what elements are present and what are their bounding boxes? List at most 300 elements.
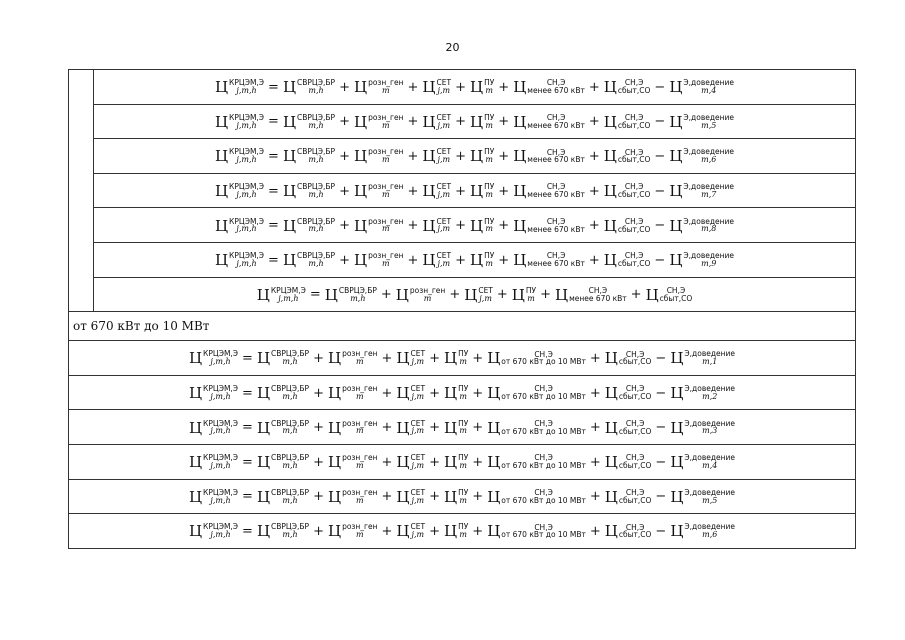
plus-sign: +	[339, 79, 350, 95]
price-symbol: Ц	[511, 285, 525, 304]
plus-sign: +	[630, 287, 642, 303]
other-services-term-superscript: СН,Э	[534, 453, 553, 463]
pu-term-superscript: ПУ	[458, 349, 469, 359]
retail-generation-term-subscript: m	[381, 155, 390, 165]
price-symbol: Ц	[327, 487, 342, 506]
sales-markup-term-subscript: сбыт,СО	[659, 293, 693, 303]
adjustment-term	[670, 522, 735, 540]
price-symbol: Ц	[443, 487, 458, 506]
lhs-price-term-subscript: j,m,h	[210, 357, 231, 367]
price-symbol: Ц	[513, 251, 527, 270]
retail-generation-term-superscript: розн_ген	[368, 147, 404, 157]
plus-sign: +	[339, 148, 350, 164]
network-term-superscript: СЕТ	[436, 112, 452, 122]
other-services-term	[487, 349, 586, 367]
plus-sign: +	[589, 489, 601, 505]
other-services-term-subscript: от 670 кВт до 10 МВт	[501, 357, 586, 367]
table-row	[69, 277, 856, 312]
equals-sign: =	[242, 523, 253, 539]
adjustment-term	[670, 384, 735, 402]
retail-generation-term-superscript: розн_ген	[342, 349, 378, 359]
price-symbol: Ц	[256, 384, 271, 403]
wholesale-price-term-superscript: СВРЦЭ,БР	[271, 383, 310, 393]
sales-markup-term-subscript: сбыт,СО	[617, 224, 651, 234]
price-symbol: Ц	[670, 487, 684, 506]
pu-term-subscript: m	[485, 259, 493, 268]
adjustment-term-subscript: m,9	[701, 259, 717, 268]
price-symbol: Ц	[422, 216, 436, 235]
table-row	[69, 375, 856, 410]
pu-term	[444, 522, 468, 540]
wholesale-price-term	[283, 147, 335, 165]
pu-term-superscript: ПУ	[458, 487, 469, 497]
equals-sign: =	[242, 420, 253, 436]
sales-markup-term	[604, 113, 651, 131]
price-symbol: Ц	[604, 384, 618, 403]
price-symbol: Ц	[669, 78, 683, 97]
price-symbol: Ц	[396, 487, 410, 506]
adjustment-term-superscript: Э,доведение	[684, 487, 736, 497]
price-symbol: Ц	[188, 418, 203, 437]
adjustment-term-superscript: Э,доведение	[684, 453, 736, 463]
sales-markup-term-superscript: СН,Э	[625, 349, 645, 359]
lhs-price-term	[189, 488, 238, 506]
retail-generation-term	[328, 384, 378, 402]
pu-term	[470, 113, 494, 131]
retail-generation-term	[396, 286, 446, 304]
sales-markup-term-superscript: СН,Э	[624, 113, 644, 123]
network-term-subscript: j,m	[411, 357, 425, 367]
sales-markup-term-subscript: сбыт,СО	[618, 392, 652, 402]
other-services-term	[555, 286, 627, 304]
sales-markup-term-subscript: сбыт,СО	[617, 190, 651, 200]
formula-cell	[94, 277, 856, 312]
wholesale-price-term-superscript: СВРЦЭ,БР	[297, 216, 336, 226]
wholesale-price-term-superscript: СВРЦЭ,БР	[271, 349, 310, 359]
lhs-price-term-superscript: КРЦЭМ,Э	[203, 383, 239, 393]
lhs-price-term-subscript: j,m,h	[236, 259, 257, 268]
price-symbol: Ц	[353, 251, 368, 270]
other-services-term-superscript: СН,Э	[546, 78, 566, 88]
network-term	[396, 453, 425, 471]
plus-sign: +	[588, 252, 600, 268]
plus-sign: +	[455, 148, 466, 164]
plus-sign: +	[455, 114, 466, 130]
wholesale-price-term-superscript: СВРЦЭ,БР	[297, 251, 336, 261]
adjustment-term-subscript: m,3	[702, 426, 718, 436]
pu-term	[470, 182, 494, 200]
wholesale-price-term-subscript: m,h	[308, 259, 324, 268]
adjustment-term-superscript: Э,доведение	[684, 522, 736, 532]
wholesale-price-term-subscript: m,h	[282, 357, 298, 367]
price-symbol: Ц	[214, 78, 229, 97]
adjustment-term-superscript: Э,доведение	[683, 147, 735, 157]
plus-sign: +	[498, 114, 510, 130]
price-symbol: Ц	[422, 182, 436, 201]
plus-sign: +	[429, 454, 440, 470]
network-term-superscript: СЕТ	[410, 418, 426, 428]
plus-sign: +	[588, 79, 600, 95]
wholesale-price-term-superscript: СВРЦЭ,БР	[271, 522, 310, 532]
network-term-subscript: j,m	[411, 460, 425, 470]
wholesale-price-term-superscript: СВРЦЭ,БР	[297, 181, 336, 191]
plus-sign: +	[589, 523, 601, 539]
wholesale-price-term	[257, 488, 309, 506]
retail-generation-term-subscript: m	[355, 530, 364, 540]
table-row	[69, 479, 856, 514]
sales-markup-term-superscript: СН,Э	[624, 147, 644, 157]
lhs-price-term	[189, 384, 238, 402]
other-services-term-superscript: СН,Э	[534, 418, 553, 428]
pu-term-superscript: ПУ	[484, 147, 495, 157]
minus-sign: −	[655, 350, 667, 366]
left-margin-cell	[69, 70, 94, 312]
pu-term-superscript: ПУ	[458, 418, 469, 428]
price-symbol: Ц	[282, 112, 297, 131]
wholesale-price-term-subscript: m,h	[282, 460, 298, 470]
sales-markup-term-subscript: сбыт,СО	[618, 530, 652, 540]
equals-sign: =	[242, 489, 253, 505]
price-symbol: Ц	[603, 112, 617, 131]
adjustment-term-superscript: Э,доведение	[683, 251, 735, 261]
network-term-subscript: j,m	[437, 120, 451, 130]
adjustment-term	[670, 419, 735, 437]
minus-sign: −	[654, 183, 666, 199]
pu-term	[444, 384, 468, 402]
wholesale-price-term	[257, 522, 309, 540]
price-symbol: Ц	[324, 285, 338, 304]
adjustment-term-superscript: Э,доведение	[683, 78, 735, 88]
price-symbol: Ц	[513, 78, 527, 97]
wholesale-price-term-subscript: m,h	[282, 426, 298, 436]
formula-cell	[69, 514, 856, 549]
other-services-term	[487, 453, 586, 471]
sales-markup-term-subscript: сбыт,СО	[617, 120, 651, 130]
adjustment-term	[670, 453, 735, 471]
plus-sign: +	[339, 218, 350, 234]
price-symbol: Ц	[214, 216, 229, 235]
minus-sign: −	[655, 489, 667, 505]
other-services-term-superscript: СН,Э	[534, 487, 553, 497]
price-symbol: Ц	[327, 418, 342, 437]
adjustment-term-subscript: m,4	[702, 460, 718, 470]
pu-term-superscript: ПУ	[484, 251, 495, 261]
network-term-superscript: СЕТ	[436, 147, 452, 157]
wholesale-price-term	[283, 113, 335, 131]
lhs-price-term	[215, 113, 264, 131]
price-symbol: Ц	[487, 522, 501, 541]
plus-sign: +	[498, 218, 510, 234]
price-symbol: Ц	[487, 349, 501, 368]
retail-generation-term-superscript: розн_ген	[342, 487, 378, 497]
sales-markup-term	[605, 349, 652, 367]
wholesale-price-term	[257, 349, 309, 367]
adjustment-term-subscript: m,6	[702, 530, 718, 540]
other-services-term	[513, 251, 585, 269]
adjustment-term	[669, 113, 734, 131]
pu-term-subscript: m	[459, 357, 467, 367]
lhs-price-term-subscript: j,m,h	[210, 426, 231, 436]
sales-markup-term	[646, 286, 693, 304]
price-symbol: Ц	[214, 182, 229, 201]
plus-sign: +	[313, 385, 324, 401]
price-symbol: Ц	[188, 349, 203, 368]
formula-cell	[94, 139, 856, 174]
price-symbol: Ц	[353, 78, 368, 97]
formula	[255, 286, 694, 304]
equals-sign: =	[242, 350, 253, 366]
formula	[213, 113, 736, 131]
other-services-term-superscript: СН,Э	[546, 147, 566, 157]
plus-sign: +	[498, 252, 510, 268]
minus-sign: −	[655, 454, 667, 470]
plus-sign: +	[589, 350, 601, 366]
network-term-subscript: j,m	[437, 155, 451, 165]
plus-sign: +	[588, 218, 600, 234]
network-term	[396, 419, 425, 437]
sales-markup-term-subscript: сбыт,СО	[617, 86, 651, 96]
other-services-term	[513, 78, 585, 96]
plus-sign: +	[339, 114, 350, 130]
plus-sign: +	[313, 454, 324, 470]
retail-generation-term	[328, 453, 378, 471]
table-row	[69, 444, 856, 479]
sales-markup-term-superscript: СН,Э	[625, 522, 645, 532]
minus-sign: −	[655, 385, 667, 401]
lhs-price-term-superscript: КРЦЭМ,Э	[229, 78, 265, 88]
plus-sign: +	[380, 287, 392, 303]
retail-generation-term-superscript: розн_ген	[342, 453, 378, 463]
retail-generation-term	[354, 182, 404, 200]
formula	[213, 147, 736, 165]
plus-sign: +	[498, 183, 510, 199]
price-symbol: Ц	[603, 147, 617, 166]
price-symbol: Ц	[443, 384, 458, 403]
table-row	[69, 410, 856, 445]
lhs-price-term-subscript: j,m,h	[236, 155, 257, 165]
price-symbol: Ц	[670, 453, 684, 472]
network-term-superscript: СЕТ	[410, 349, 426, 359]
network-term-superscript: СЕТ	[410, 383, 426, 393]
plus-sign: +	[381, 523, 393, 539]
pu-term-subscript: m	[459, 391, 467, 401]
lhs-price-term	[189, 522, 238, 540]
equals-sign: =	[268, 114, 279, 130]
wholesale-price-term-superscript: СВРЦЭ,БР	[297, 147, 336, 157]
other-services-term-superscript: СН,Э	[546, 216, 566, 226]
retail-generation-term-subscript: m	[381, 259, 390, 268]
formula	[213, 251, 736, 269]
retail-generation-term-superscript: розн_ген	[342, 522, 378, 532]
lhs-price-term-subscript: j,m,h	[236, 86, 257, 96]
price-symbol: Ц	[422, 251, 436, 270]
price-symbol: Ц	[327, 384, 342, 403]
plus-sign: +	[407, 218, 419, 234]
pu-term	[470, 217, 494, 235]
wholesale-price-term-superscript: СВРЦЭ,БР	[271, 453, 310, 463]
price-symbol: Ц	[604, 453, 618, 472]
wholesale-price-term-subscript: m,h	[282, 391, 298, 401]
wholesale-price-term-superscript: СВРЦЭ,БР	[297, 78, 336, 88]
adjustment-term-subscript: m,5	[701, 120, 717, 130]
network-term-subscript: j,m	[437, 224, 451, 234]
retail-generation-term-subscript: m	[381, 189, 390, 199]
lhs-price-term-superscript: КРЦЭМ,Э	[203, 487, 239, 497]
formula-cell	[69, 444, 856, 479]
equals-sign: =	[268, 148, 279, 164]
formula	[213, 78, 736, 96]
plus-sign: +	[472, 454, 484, 470]
adjustment-term	[669, 78, 734, 96]
other-services-term	[487, 384, 586, 402]
wholesale-price-term-superscript: СВРЦЭ,БР	[271, 487, 310, 497]
formula	[187, 349, 737, 367]
price-symbol: Ц	[282, 216, 297, 235]
price-symbol: Ц	[353, 112, 368, 131]
price-symbol: Ц	[513, 112, 527, 131]
wholesale-price-term-superscript: СВРЦЭ,БР	[271, 418, 310, 428]
other-services-term-subscript: менее 670 кВт	[569, 293, 627, 303]
pu-term-superscript: ПУ	[484, 181, 495, 191]
plus-sign: +	[588, 114, 600, 130]
lhs-price-term-subscript: j,m,h	[236, 189, 257, 199]
retail-generation-term	[328, 522, 378, 540]
pu-term-subscript: m	[459, 460, 467, 470]
formula-cell	[94, 208, 856, 243]
sales-markup-term-superscript: СН,Э	[666, 285, 686, 295]
adjustment-term-subscript: m,2	[702, 391, 718, 401]
adjustment-term-subscript: m,8	[701, 224, 717, 234]
network-term-subscript: j,m	[411, 391, 425, 401]
price-symbol: Ц	[469, 251, 484, 270]
minus-sign: −	[654, 79, 666, 95]
pu-term-superscript: ПУ	[484, 78, 495, 88]
other-services-term	[513, 147, 585, 165]
plus-sign: +	[472, 523, 484, 539]
formula-cell	[94, 104, 856, 139]
wholesale-price-term	[283, 251, 335, 269]
pu-term-subscript: m	[485, 224, 493, 234]
plus-sign: +	[472, 385, 484, 401]
minus-sign: −	[654, 114, 666, 130]
price-symbol: Ц	[443, 349, 458, 368]
sales-markup-term-subscript: сбыт,СО	[617, 259, 651, 269]
plus-sign: +	[407, 183, 419, 199]
network-term-subscript: j,m	[411, 426, 425, 436]
sales-markup-term	[605, 453, 652, 471]
pu-term-subscript: m	[485, 86, 493, 96]
price-symbol: Ц	[282, 78, 297, 97]
plus-sign: +	[455, 183, 466, 199]
section-heading: от 670 кВт до 10 МВт	[69, 312, 856, 341]
table-row	[69, 341, 856, 376]
price-symbol: Ц	[256, 418, 271, 437]
sales-markup-term	[604, 147, 651, 165]
wholesale-price-term	[257, 419, 309, 437]
retail-generation-term-subscript: m	[423, 293, 432, 303]
other-services-term-subscript: от 670 кВт до 10 МВт	[501, 530, 586, 540]
wholesale-price-term-subscript: m,h	[282, 495, 298, 505]
plus-sign: +	[449, 287, 461, 303]
sales-markup-term-superscript: СН,Э	[624, 216, 644, 226]
other-services-term-superscript: СН,Э	[546, 182, 566, 192]
formula-cell	[69, 410, 856, 445]
other-services-term-subscript: менее 670 кВт	[527, 120, 585, 130]
plus-sign: +	[429, 385, 440, 401]
lhs-price-term-subscript: j,m,h	[278, 293, 299, 303]
formula	[187, 488, 737, 506]
price-symbol: Ц	[396, 418, 410, 437]
network-term	[422, 147, 451, 165]
other-services-term-subscript: от 670 кВт до 10 МВт	[501, 426, 586, 436]
network-term	[396, 488, 425, 506]
adjustment-term-superscript: Э,доведение	[684, 383, 736, 393]
price-symbol: Ц	[396, 384, 410, 403]
price-symbol: Ц	[513, 182, 527, 201]
plus-sign: +	[381, 489, 393, 505]
plus-sign: +	[472, 420, 484, 436]
price-symbol: Ц	[469, 147, 484, 166]
pu-term	[444, 349, 468, 367]
lhs-price-term-superscript: КРЦЭМ,Э	[229, 147, 265, 157]
other-services-term	[487, 488, 586, 506]
price-symbol: Ц	[604, 487, 618, 506]
price-symbol: Ц	[513, 216, 527, 235]
adjustment-term	[669, 147, 734, 165]
lhs-price-term	[215, 217, 264, 235]
pu-term-subscript: m	[459, 426, 467, 436]
page-number: 20	[445, 41, 460, 54]
price-symbol: Ц	[603, 216, 617, 235]
sales-markup-term-superscript: СН,Э	[624, 182, 644, 192]
minus-sign: −	[655, 420, 667, 436]
plus-sign: +	[472, 489, 484, 505]
equals-sign: =	[268, 183, 279, 199]
table-row	[69, 173, 856, 208]
price-symbol: Ц	[188, 384, 203, 403]
network-term	[464, 286, 493, 304]
sales-markup-term	[604, 217, 651, 235]
sales-markup-term-superscript: СН,Э	[625, 384, 645, 394]
pu-term	[470, 78, 494, 96]
lhs-price-term-superscript: КРЦЭМ,Э	[229, 181, 265, 191]
plus-sign: +	[429, 523, 440, 539]
pu-term	[512, 286, 536, 304]
price-symbol: Ц	[327, 522, 342, 541]
price-symbol: Ц	[669, 147, 683, 166]
other-services-term-superscript: СН,Э	[534, 522, 553, 532]
pu-term	[444, 488, 468, 506]
wholesale-price-term	[283, 78, 335, 96]
adjustment-term-subscript: m,6	[701, 155, 717, 165]
other-services-term-superscript: СН,Э	[588, 285, 608, 295]
minus-sign: −	[654, 148, 666, 164]
table-row	[69, 70, 856, 105]
price-symbol: Ц	[422, 147, 436, 166]
plus-sign: +	[455, 79, 466, 95]
formula	[213, 182, 736, 200]
sales-markup-term-superscript: СН,Э	[624, 251, 644, 261]
other-services-term	[513, 182, 585, 200]
adjustment-term-superscript: Э,доведение	[683, 112, 735, 122]
adjustment-term-superscript: Э,доведение	[684, 349, 736, 359]
wholesale-price-term-subscript: m,h	[308, 155, 324, 165]
network-term	[422, 251, 451, 269]
price-symbol: Ц	[604, 349, 618, 368]
adjustment-term-subscript: m,5	[702, 495, 718, 505]
table-row	[69, 242, 856, 277]
pu-term-superscript: ПУ	[458, 383, 469, 393]
